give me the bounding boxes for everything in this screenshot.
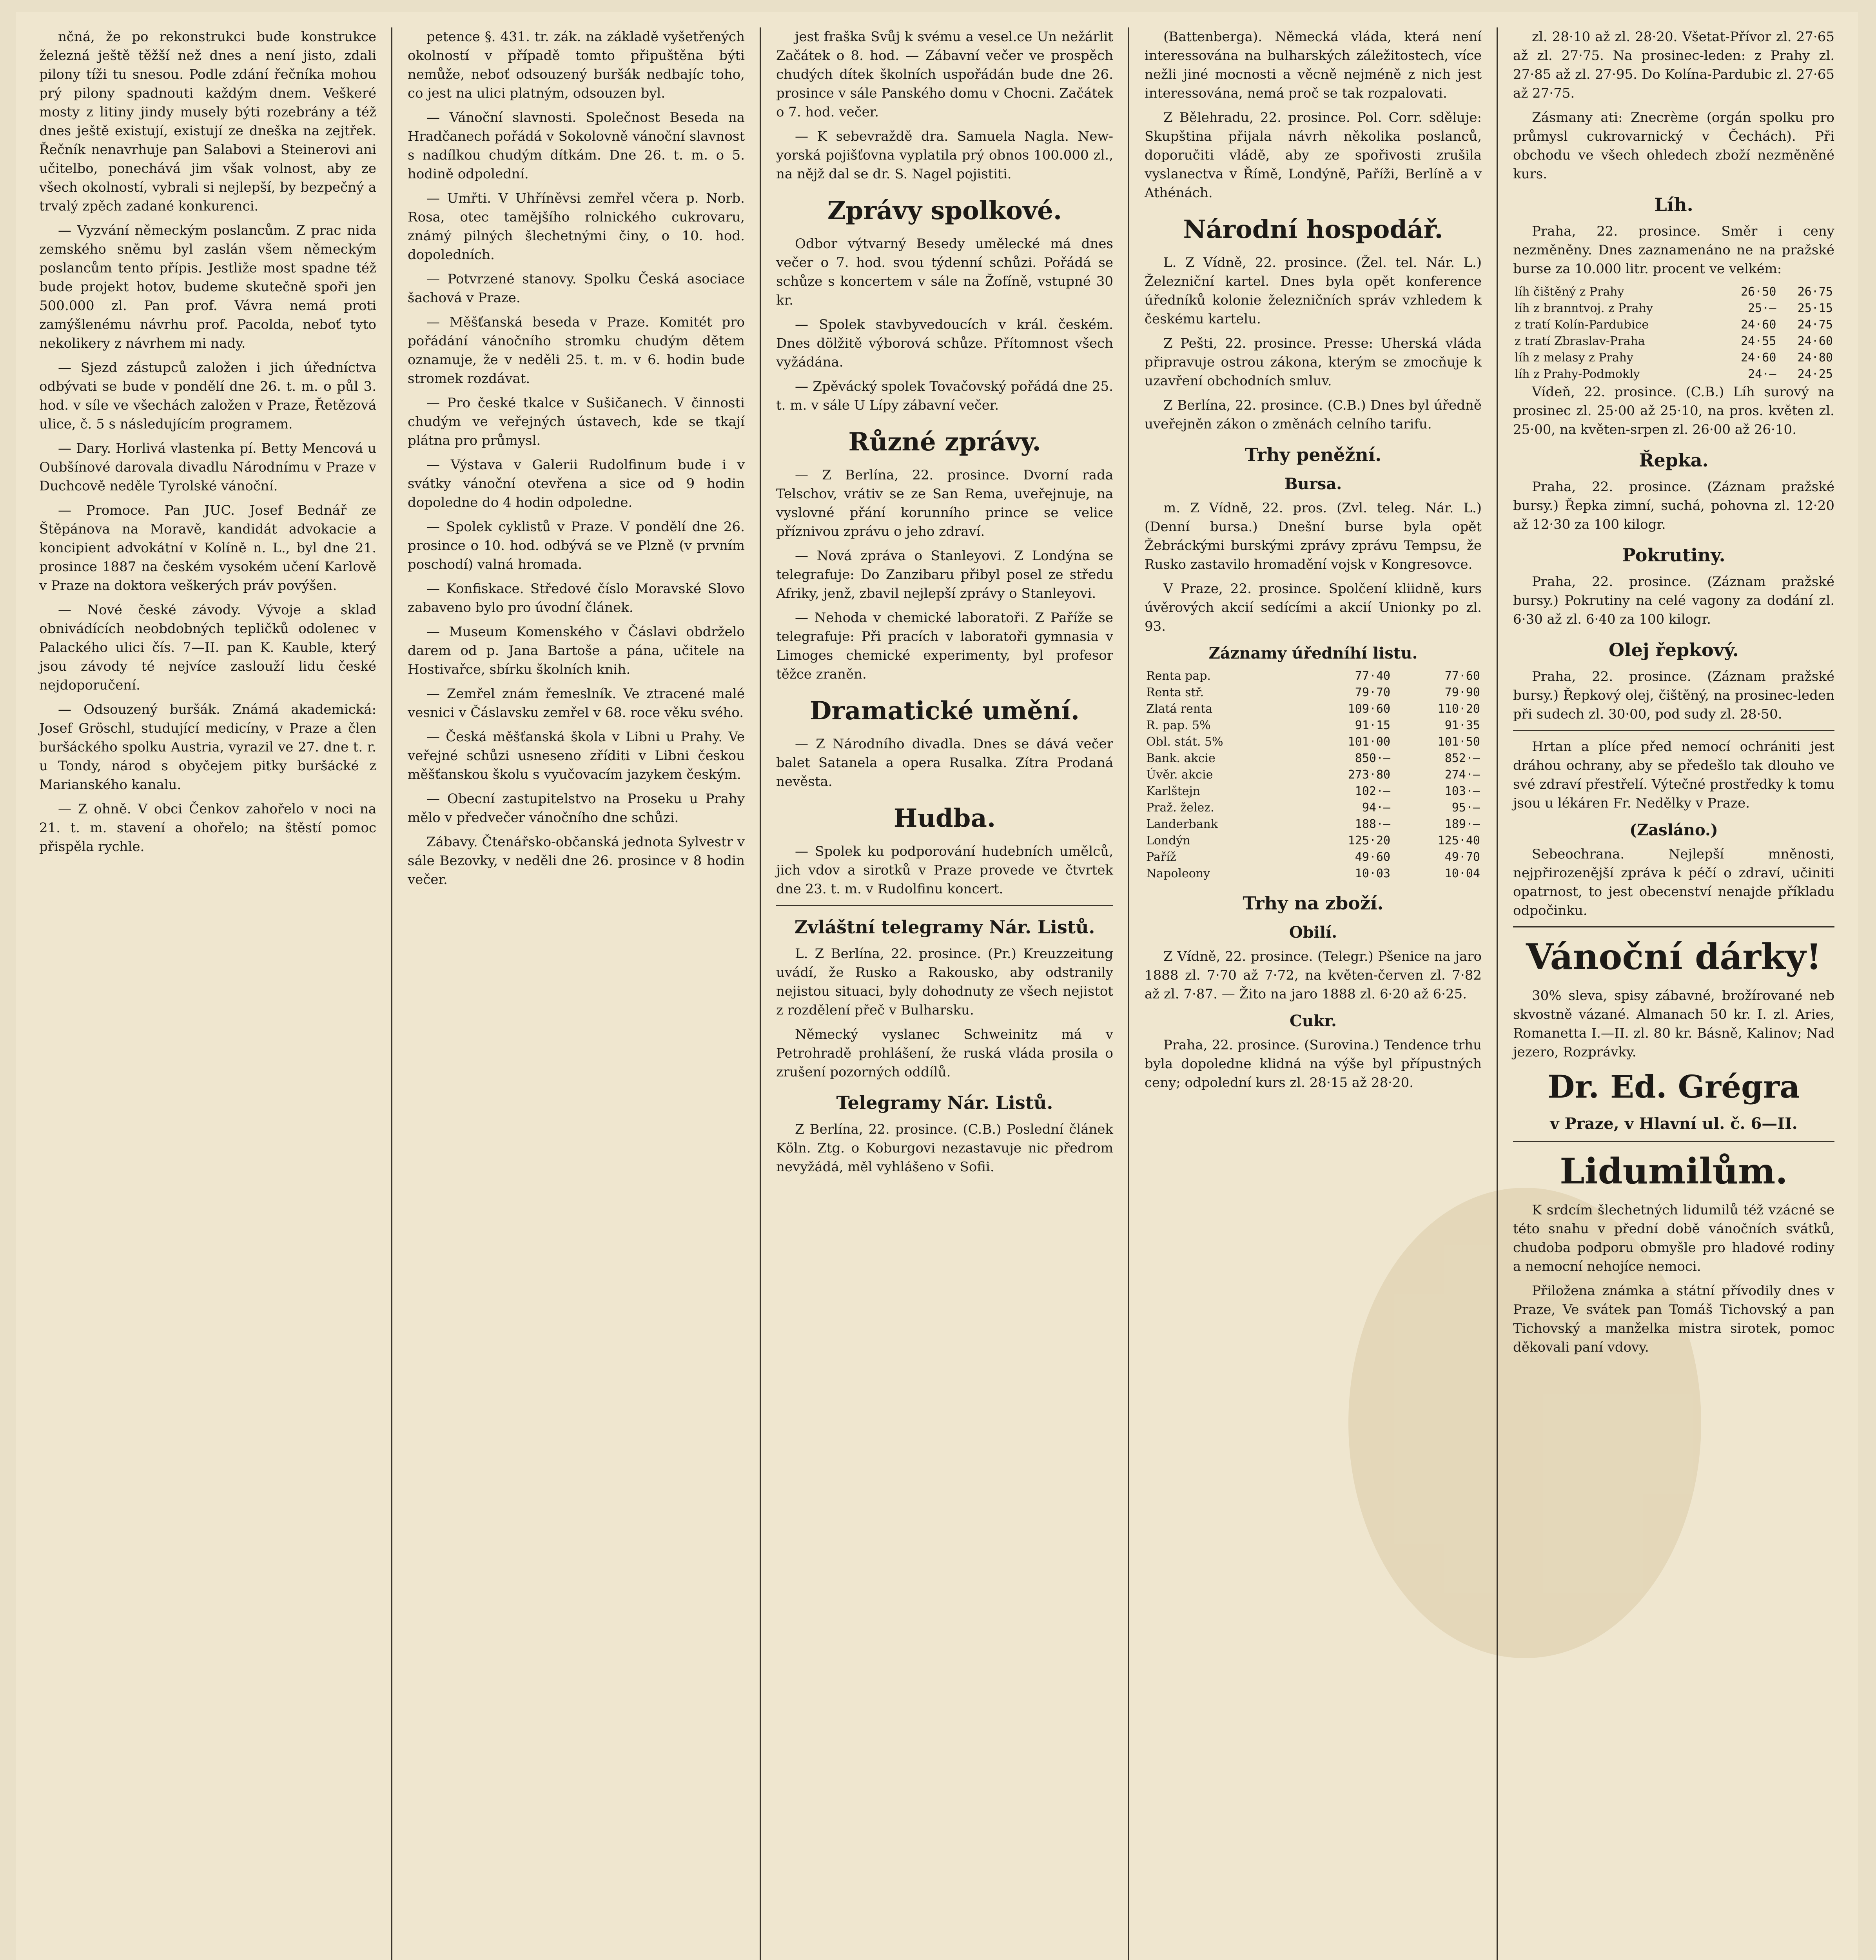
column-1 xyxy=(24,27,392,1960)
table-cell-value: 10·03 xyxy=(1355,867,1391,880)
article-paragraph: — Sjezd zástupců založen i jich úředníctva odbývati se bude v pondělí dne 26. t. m. o půl 3. hod. v síle ve všechách založen v Praze, Řetězová ulice, č. 5 s následujícím programem. xyxy=(39,360,376,432)
table-row xyxy=(1513,284,1834,300)
table-row xyxy=(1145,684,1482,701)
section-heading: Trhy peněžní. xyxy=(1245,444,1382,465)
table-cell-label: Zlatá renta xyxy=(1146,702,1213,716)
table-cell-value: 125·40 xyxy=(1437,834,1480,848)
article-paragraph: — Nové české závody. Vývoje a sklad obnivádících neobdobných tepličků odolenec v Palackého ulici čís. 7—II. pan K. Kauble, který jsou závody té nejvíce zaslouží lidu české nejdoporučení. xyxy=(39,602,376,693)
table-cell-label: líh z melasy z Prahy xyxy=(1515,351,1633,365)
table-cell-value: 24·60 xyxy=(1741,318,1776,332)
article-paragraph: — Výstava v Galerii Rudolfinum bude i v svátky vánoční otevřena a sice od 9 hodin dopoledne do 4 hodin odpoledne. xyxy=(408,457,745,510)
article-paragraph: — Promoce. Pan JUC. Josef Bednář ze Štěpánova na Moravě, kandidát advokacie a koncipient advokátní v Kolíně n. L., byl dne 21. prosince 1887 na českém vysokém učení Karlově v Praze na doktora veškerých práv povýšen. xyxy=(39,503,376,593)
article-paragraph: nčná, že po rekonstrukci bude konstrukce železná ještě těžší než dnes a není jisto, zdali pilony tíži tu snesou. Podle zdání řečníka mohou prý pilony spadnouti každým dnem. Veškeré mosty z litiny jindy musely býti rozebrány a též dnes ještě existují, existují ze dneška na zejtřek. Řečník nenavrhuje pan Salabovi a Steinerovi ani učitelbo, ponechává jim však volnost, aby ze všech okolností, vybrali si nejlepší, by bezpečný a trvalý zpěch zadané konkurenci. xyxy=(39,29,376,214)
table-row xyxy=(1145,833,1482,849)
table-cell-value: 24·60 xyxy=(1741,351,1776,365)
article-paragraph: L. Z Vídně, 22. prosince. (Žel. tel. Nár. L.) Železniční kartel. Dnes byla opět konference úředníků kolonie železničních správ vzhledem k českému kartelu. xyxy=(1145,255,1482,327)
table-cell-value: 189·— xyxy=(1444,817,1480,831)
subsection-heading: (Zasláno.) xyxy=(1629,821,1718,839)
table-cell-label: Obl. stát. 5% xyxy=(1146,735,1223,749)
newspaper-page xyxy=(16,12,1858,1960)
article-paragraph: Z Bělehradu, 22. prosince. Pol. Corr. sděluje: Skupština přijala návrh několika poslanců, doporučiti vládě, aby ze spořivosti zrušila vyslanectva v Římě, Londýně, Paříži, Berlíně a v Athénách. xyxy=(1145,110,1482,201)
table-cell-label: Renta pap. xyxy=(1146,669,1211,683)
section-heading: Trhy na zboží. xyxy=(1243,893,1384,914)
table-cell-value: 49·60 xyxy=(1355,850,1391,864)
table-row xyxy=(1145,701,1482,717)
table-cell-value: 95·— xyxy=(1451,801,1480,815)
table-cell-label: líh z branntvoj. z Prahy xyxy=(1515,301,1653,315)
article-paragraph: — Museum Komenského v Čáslavi obdrželo darem od p. Jana Bartoše a pána, učitele na Hostivařce, sbírku školních knih. xyxy=(408,624,745,677)
table-cell-value: 26·50 xyxy=(1741,285,1776,299)
table-cell-label: R. pap. 5% xyxy=(1146,719,1211,732)
table-cell-value: 79·70 xyxy=(1355,686,1391,699)
table-cell-value: 79·90 xyxy=(1444,686,1480,699)
article-paragraph: Vídeň, 22. prosince. (C.B.) Líh surový na prosinec zl. 25·00 až 25·10, na pros. květen zl. 25·00, na květen-srpen zl. 26·00 až 26·10. xyxy=(1513,384,1834,437)
table-row xyxy=(1145,767,1482,783)
article-paragraph: — Z Národního divadla. Dnes se dává večer balet Satanela a opera Rusalka. Zítra Prodaná nevěsta. xyxy=(776,736,1113,789)
article-paragraph: — Nehoda v chemické laboratoři. Z Paříže se telegrafuje: Při pracích v laboratoři gymnasia v Limoges chemické experimenty, byl profesor těžce zraněn. xyxy=(776,610,1113,682)
table-row xyxy=(1145,849,1482,866)
article-paragraph: Německý vyslanec Schweinitz má v Petrohradě prohlášení, že ruská vláda prosila o zrušení pozorných oddílů. xyxy=(776,1027,1113,1080)
table-cell-value: 101·00 xyxy=(1348,735,1391,749)
table-cell-value: 24·75 xyxy=(1797,318,1833,332)
table-cell-label: Úvěr. akcie xyxy=(1146,768,1213,782)
column-4 xyxy=(1129,27,1497,1960)
table-row xyxy=(1513,300,1834,317)
table-row xyxy=(1513,366,1834,383)
quotes-table xyxy=(1145,668,1482,882)
table-cell-value: 25·15 xyxy=(1797,301,1833,315)
article-paragraph: — Vánoční slavnosti. Společnost Beseda na Hradčanech pořádá v Sokolovně vánoční slavnost s nadílkou chudým dítkám. Dne 26. t. m. o 5. hodině odpolední. xyxy=(408,110,745,182)
section-heading: Řepka. xyxy=(1639,450,1709,471)
table-cell-value: 77·40 xyxy=(1355,669,1391,683)
table-cell-value: 273·80 xyxy=(1348,768,1391,782)
table-cell-label: Praž. želez. xyxy=(1146,801,1214,815)
article-paragraph: Přiložena známka a státní přívodily dnes v Praze, Ve svátek pan Tomáš Tichovský a pan Tichovský a manželka mistra sirotek, pomoc děkovali paní vdovy. xyxy=(1513,1283,1834,1355)
subsection-heading: Cukr. xyxy=(1290,1012,1337,1030)
article-paragraph: — Měšťanská beseda v Praze. Komitét pro pořádání vánočního stromku chudým dětem oznamuje, že v neděli 25. t. m. v 6. hodin bude stromek rozdávat. xyxy=(408,314,745,387)
table-row xyxy=(1145,717,1482,734)
article-paragraph: K srdcím šlechetných lidumilů též vzácné se této snahu v přední době vánočních svátků, chudoba podporu obmyšle pro hladové rodiny a nemocní nehojíce nemoci. xyxy=(1513,1202,1834,1274)
table-cell-label: Londýn xyxy=(1146,834,1190,848)
table-cell-label: Napoleony xyxy=(1146,867,1210,880)
article-paragraph: petence §. 431. tr. zák. na základě vyšetřených okolností v případě tomto připuštěna býti nemůže, neboť odsouzený buršák nedbajíc toho, co jest na ulici platným, odsouzen byl. xyxy=(408,29,745,101)
table-row xyxy=(1513,350,1834,366)
table-cell-value: 274·— xyxy=(1444,768,1480,782)
table-cell-value: 91·35 xyxy=(1444,719,1480,732)
table-cell-value: 24·60 xyxy=(1797,334,1833,348)
table-cell-value: 24·— xyxy=(1748,367,1776,381)
article-paragraph: — Zpěvácký spolek Tovačovský pořádá dne 25. t. m. v sále U Lípy zábavní večer. xyxy=(776,379,1113,413)
article-paragraph: — Spolek cyklistů v Praze. V pondělí dne 26. prosince o 10. hod. odbývá se ve Plzně (v prvním poschodí) valná hromada. xyxy=(408,519,745,572)
table-cell-value: 101·50 xyxy=(1437,735,1480,749)
article-paragraph: — Umřti. V Uhříněvsi zemřel včera p. Norb. Rosa, otec tamějšího rolnického cukrovaru, známý pilných šlechetnými činy, o 10. hod. dopoledních. xyxy=(408,191,745,263)
article-paragraph: Zásmany ati: Znecrème (orgán spolku pro průmysl cukrovarnický v Čechách). Při obchodu ve všech ohledech zboží nezměněné kurs. xyxy=(1513,110,1834,182)
column-3 xyxy=(760,27,1129,1960)
article-paragraph: Sebeochrana. Nejlepší mněnosti, nejpřirozenější zpráva k péčí o zdraví, učiniti opatrnost, to jest obecenství nenajde příkladu odpočinku. xyxy=(1513,846,1834,918)
divider xyxy=(1513,1141,1834,1142)
article-paragraph: — Vyzvání německým poslancům. Z prac nida zemského sněmu byl zaslán všem německým poslancům tento přípis. Jestliže most spadne též bude projekt hotov, budeme skutečně spoři jen 500.000 zl. Pan prof. Vávra nemá proti zamýšlenému návrhu prof. Pacolda, neboť tyto nekolikery z návrhem mi nady. xyxy=(39,223,376,351)
table-cell-label: líh čištěný z Prahy xyxy=(1515,285,1624,299)
section-heading: Národní hospodář. xyxy=(1183,215,1443,244)
article-paragraph: Z Berlína, 22. prosince. (C.B.) Poslední článek Köln. Ztg. o Koburgovi nezastavuje nic předrom nevyžádá, měl vyhlášeno v Sofii. xyxy=(776,1122,1113,1175)
table-cell-label: Karlštejn xyxy=(1146,784,1201,798)
table-cell-label: Paříž xyxy=(1146,850,1176,864)
table-cell-value: 24·25 xyxy=(1797,367,1833,381)
section-heading: Pokrutiny. xyxy=(1622,544,1725,566)
table-row xyxy=(1145,734,1482,750)
article-paragraph: — Spolek ku podporování hudebních umělců, jich vdov a sirotků v Praze provede ve čtvrtek dne 23. t. m. v Rudolfinu koncert. xyxy=(776,844,1113,897)
table-row xyxy=(1513,317,1834,333)
section-heading: Olej řepkový. xyxy=(1609,639,1739,661)
table-cell-label: Bank. akcie xyxy=(1146,751,1216,765)
article-paragraph: Hrtan a plíce před nemocí ochrániti jest dráhou ochrany, aby se předešlo tak dlouho ve své zdraví přestřelí. Výtečné prostředky k tomu jsou u lékáren Fr. Nedělky v Praze. xyxy=(1513,739,1834,811)
table-cell-label: z tratí Zbraslav-Praha xyxy=(1515,334,1645,348)
article-paragraph: V Praze, 22. prosince. Spolčení kliidně, kurs úvěrových akcií sedícími a akcií Unionky po zl. 93. xyxy=(1145,581,1482,634)
subsection-heading: Bursa. xyxy=(1284,475,1342,493)
article-paragraph: — Potvrzené stanovy. Spolku Česká asociace šachová v Praze. xyxy=(408,271,745,306)
table-cell-value: 26·75 xyxy=(1797,285,1833,299)
table-cell-value: 103·— xyxy=(1444,784,1480,798)
ad-headline: Vánoční dárky! xyxy=(1526,936,1822,978)
article-paragraph: (Battenberga). Německá vláda, která není interessována na bulharských záležitostech, více nežli jiné mocnosti a věcně nejméně z nich jest interessována, nemá proč se tak rozpalovati. xyxy=(1145,29,1482,101)
divider xyxy=(1513,926,1834,927)
table-row xyxy=(1145,668,1482,684)
table-cell-value: 125·20 xyxy=(1348,834,1391,848)
section-heading: Líh. xyxy=(1654,194,1693,215)
table-row xyxy=(1513,333,1834,350)
divider xyxy=(776,905,1113,906)
table-title: Záznamy úředníhí listu. xyxy=(1208,644,1418,662)
article-paragraph: — Nová zpráva o Stanleyovi. Z Londýna se telegrafuje: Do Zanzibaru přibyl posel ze středu Afriky, jenž, zbavil nejlepší zprávy o Stanleyovi. xyxy=(776,548,1113,601)
table-cell-value: 110·20 xyxy=(1437,702,1480,716)
table-cell-value: 49·70 xyxy=(1444,850,1480,864)
table-row xyxy=(1145,783,1482,800)
article-paragraph: L. Z Berlína, 22. prosince. (Pr.) Kreuzzeitung uvádí, že Rusko a Rakousko, aby odstranily nejistou situaci, byly dohodnuty ze všech nejistot z rozdělení přeč v Bulharsku. xyxy=(776,946,1113,1018)
article-paragraph: — Konfiskace. Středové číslo Moravské Slovo zabaveno bylo pro úvodní článek. xyxy=(408,581,745,615)
article-paragraph: jest fraška Svůj k svému a vesel.ce Un nežárlit Začátek o 8. hod. — Zábavní večer ve prospěch chudých dítek školních uspořádán bude dne 26. prosince v sále Panského domu v Chocni. Začátek o 7. hod. večer. xyxy=(776,29,1113,120)
ad-address: v Praze, v Hlavní ul. č. 6—II. xyxy=(1550,1114,1798,1133)
table-cell-value: 10·04 xyxy=(1444,867,1480,880)
article-paragraph: Praha, 22. prosince. (Záznam pražské bursy.) Řepkový olej, čištěný, na prosinec-leden při sudech zl. 30·00, pod sudy zl. 28·50. xyxy=(1513,669,1834,722)
section-heading: Zprávy spolkové. xyxy=(827,196,1062,225)
article-paragraph: — Pro české tkalce v Sušičanech. V činnosti chudým ve veřejných ústavech, kde se tkají plátna pro průmysl. xyxy=(408,395,745,448)
article-paragraph: — Z ohně. V obci Čenkov zahořelo v noci na 21. t. m. stavení a ohořelo; na štěstí pomoc přispěla rychle. xyxy=(39,801,376,855)
section-heading: Dramatické umění. xyxy=(809,696,1080,726)
ad-publisher-name: Dr. Ed. Grégra xyxy=(1548,1068,1800,1105)
table-cell-value: 24·80 xyxy=(1797,351,1833,365)
table-row xyxy=(1145,800,1482,816)
table-cell-value: 850·— xyxy=(1355,751,1391,765)
column-2 xyxy=(392,27,760,1960)
table-cell-label: z tratí Kolín-Pardubice xyxy=(1515,318,1649,332)
article-paragraph: — Odsouzený buršák. Známá akademická: Josef Gröschl, studující medicíny, v Praze a člen buršáckého spolku Austria, vyrazil ve 27. dne t. r. u Tondy, národ s obyčejem pitky buršácké z Marianského kanalu. xyxy=(39,702,376,793)
ad-headline: Lidumilům. xyxy=(1560,1151,1788,1192)
article-paragraph: Z Vídně, 22. prosince. (Telegr.) Pšenice na jaro 1888 zl. 7·70 až 7·72, na květen-červen zl. 7·82 až zl. 7·87. — Žito na jaro 1888 zl. 6·20 až 6·25. xyxy=(1145,949,1482,1002)
article-paragraph: Z Berlína, 22. prosince. (C.B.) Dnes byl úředně uveřejněn zákon o změnách celního tarifu. xyxy=(1145,397,1482,432)
article-paragraph: Praha, 22. prosince. Směr i ceny nezměněny. Dnes zaznamenáno ne na pražské burse za 10.000 litr. procent ve velkém: xyxy=(1513,223,1834,277)
article-paragraph: Zábavy. Čtenářsko-občanská jednota Sylvestr v sále Bezovky, v neděli dne 26. prosince v 8 hodin večer. xyxy=(408,834,745,887)
article-paragraph: — K sebevraždě dra. Samuela Nagla. New-yorská pojišťovna vyplatila prý obnos 100.000 zl., na nějž dal se dr. S. Nagel pojistiti. xyxy=(776,129,1113,182)
article-paragraph: Praha, 22. prosince. (Záznam pražské bursy.) Pokrutiny na celé vagony za dodání zl. 6·30 až zl. 6·40 za 100 kilogr. xyxy=(1513,574,1834,627)
quotes-table xyxy=(1513,284,1834,383)
table-cell-label: líh z Prahy-Podmokly xyxy=(1515,367,1640,381)
article-paragraph: — Z Berlína, 22. prosince. Dvorní rada Telschov, vrátiv se ze San Rema, uveřejnuje, na vyslovné přání korunního prince se velice příznivou zprávu o jeho zdraví. xyxy=(776,467,1113,539)
table-cell-value: 94·— xyxy=(1362,801,1391,815)
section-heading: Různé zprávy. xyxy=(848,427,1041,457)
section-heading: Telegramy Nár. Listů. xyxy=(836,1092,1053,1113)
section-heading: Hudba. xyxy=(893,804,996,833)
table-cell-value: 24·55 xyxy=(1741,334,1776,348)
article-paragraph: — Dary. Horlivá vlastenka pí. Betty Mencová u Oubšínové darovala divadlu Národnímu v Praze v Duchcově neděle Tyrolské vánoční. xyxy=(39,441,376,494)
article-paragraph: m. Z Vídně, 22. pros. (Zvl. teleg. Nár. L.) (Denní bursa.) Dnešní burse byla opět Žebráckými burskými zprávy zprávu Tempsu, že Rusko zastavilo hromadění vojsk v Kongresovce. xyxy=(1145,500,1482,572)
table-cell-value: 109·60 xyxy=(1348,702,1391,716)
table-cell-label: Landerbank xyxy=(1146,817,1218,831)
divider xyxy=(1513,730,1834,731)
table-cell-label: Renta stř. xyxy=(1146,686,1204,699)
table-cell-value: 91·15 xyxy=(1355,719,1391,732)
article-paragraph: — Česká měšťanská škola v Libni u Prahy. Ve veřejné schůzi usneseno zříditi v Libni českou měšťanskou školu s vyučovacím jazykem českým. xyxy=(408,729,745,782)
table-row xyxy=(1145,816,1482,833)
article-paragraph: Odbor výtvarný Besedy umělecké má dnes večer o 7. hod. svou týdenní schůzi. Pořádá se schůze s koncertem v sále na Žofíně, vstupné 30 kr. xyxy=(776,236,1113,308)
article-paragraph: 30% sleva, spisy zábavné, brožírované neb skvostně vázané. Almanach 50 kr. I. zl. Aries, Romanetta I.—II. zl. 80 kr. Básně, Kalinov; Nad jezero, Rozprávky. xyxy=(1513,988,1834,1060)
subsection-heading: Obilí. xyxy=(1289,923,1337,942)
article-paragraph: Praha, 22. prosince. (Surovina.) Tendence trhu byla dopoledne klidná na výše byl přípustných ceny; odpolední kurs zl. 28·15 až 28·20. xyxy=(1145,1037,1482,1091)
article-paragraph: — Spolek stavbyvedoucích v král. českém. Dnes dölžitě výborová schůze. Přítomnost všech vyžádána. xyxy=(776,317,1113,370)
table-cell-value: 102·— xyxy=(1355,784,1391,798)
article-paragraph: — Obecní zastupitelstvo na Proseku u Prahy mělo v předvečer vánočního dne schůzi. xyxy=(408,791,745,826)
table-cell-value: 77·60 xyxy=(1444,669,1480,683)
section-heading: Zvláštní telegramy Nár. Listů. xyxy=(794,916,1095,938)
article-paragraph: zl. 28·10 až zl. 28·20. Všetat-Přívor zl. 27·65 až zl. 27·75. Na prosinec-leden: z Prahy zl. 27·85 až zl. 27·95. Do Kolína-Pardubic zl. 27·65 až 27·75. xyxy=(1513,29,1834,101)
column-5 xyxy=(1497,27,1850,1960)
table-cell-value: 25·— xyxy=(1748,301,1776,315)
table-row xyxy=(1145,866,1482,882)
article-paragraph: — Zemřel znám řemeslník. Ve ztracené malé vesnici v Čáslavsku zemřel v 68. roce věku svého. xyxy=(408,686,745,720)
table-cell-value: 188·— xyxy=(1355,817,1391,831)
table-row xyxy=(1145,750,1482,767)
article-paragraph: Praha, 22. prosince. (Záznam pražské bursy.) Řepka zimní, suchá, pohovna zl. 12·20 až 12·30 za 100 kilogr. xyxy=(1513,479,1834,532)
table-cell-value: 852·— xyxy=(1444,751,1480,765)
article-paragraph: Z Pešti, 22. prosince. Presse: Uherská vláda připravuje ostrou zákona, kterým se zmocňuje k uzavření obchodních smluv. xyxy=(1145,336,1482,389)
